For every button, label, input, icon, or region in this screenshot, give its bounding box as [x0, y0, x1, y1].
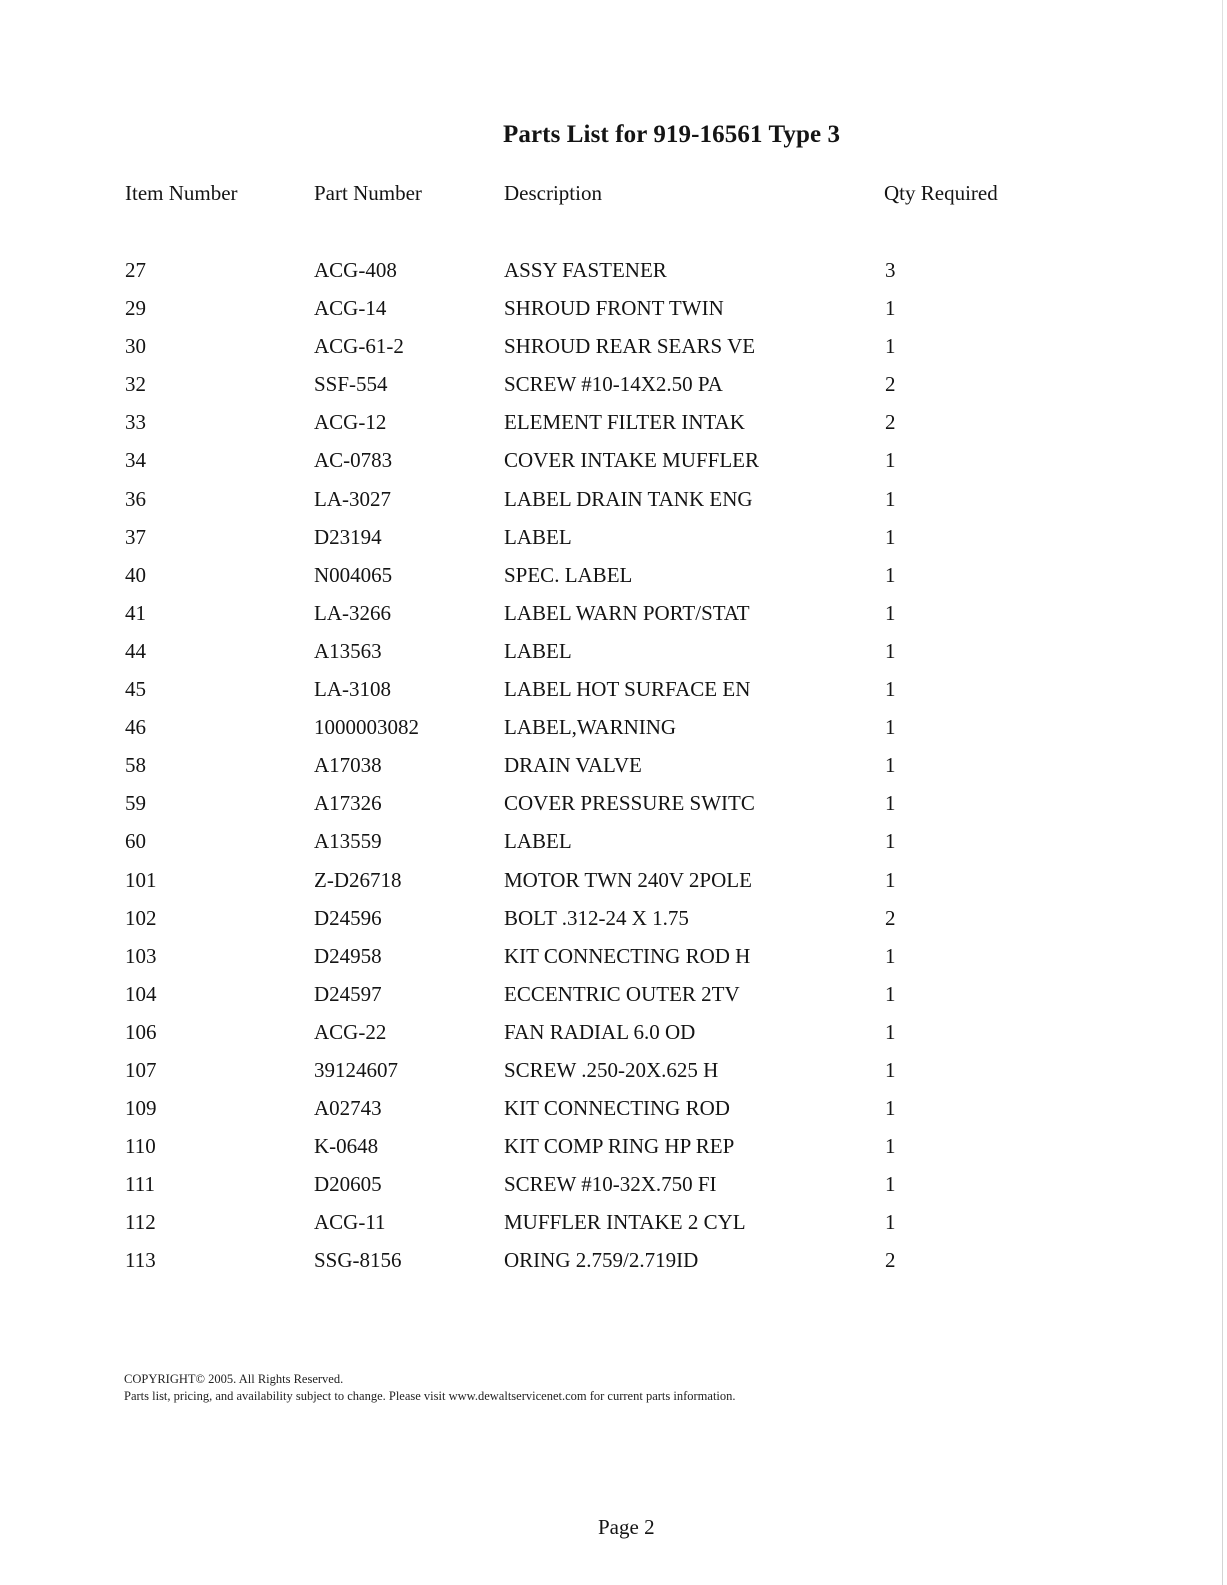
cell-qty-required: 2	[885, 905, 896, 930]
cell-item-number: 106	[125, 1019, 157, 1044]
table-row	[0, 638, 1227, 676]
cell-part-number: AC-0783	[314, 448, 393, 473]
cell-part-number: ACG-408	[314, 258, 397, 282]
cell-item-number: 32	[125, 372, 146, 397]
cell-description: LABEL	[504, 638, 572, 663]
cell-description: COVER PRESSURE SWITC	[504, 791, 755, 816]
cell-description: BOLT .312-24 X 1.75	[504, 905, 689, 930]
cell-item-number: 27	[125, 258, 146, 282]
table-row	[0, 447, 1227, 485]
cell-part-number: ACG-12	[314, 410, 387, 435]
header-part-number: Part Number	[314, 181, 422, 205]
cell-part-number: ACG-14	[314, 296, 387, 321]
cell-item-number: 45	[125, 677, 146, 702]
cell-description: KIT CONNECTING ROD H	[504, 943, 751, 968]
cell-item-number: 113	[125, 1248, 156, 1273]
table-row	[0, 714, 1227, 752]
cell-part-number: A02743	[314, 1096, 382, 1121]
table-row	[0, 943, 1227, 981]
page-number: Page 2	[598, 1515, 655, 1539]
cell-part-number: LA-3027	[314, 486, 391, 511]
table-row	[0, 257, 1227, 295]
cell-description: KIT COMP RING HP REP	[504, 1134, 735, 1159]
cell-item-number: 33	[125, 410, 146, 435]
cell-item-number: 59	[125, 791, 146, 816]
footer	[124, 1371, 736, 1405]
cell-description: LABEL DRAIN TANK ENG	[504, 486, 753, 511]
cell-item-number: 40	[125, 562, 146, 587]
header-qty-required: Qty Required	[884, 181, 998, 205]
cell-item-number: 104	[125, 981, 157, 1006]
cell-qty-required: 1	[885, 943, 896, 968]
cell-description: MOTOR TWN 240V 2POLE	[504, 867, 752, 892]
cell-qty-required: 1	[885, 867, 896, 892]
table-row	[0, 1171, 1227, 1209]
table-row	[0, 333, 1227, 371]
cell-description: KIT CONNECTING ROD	[504, 1096, 730, 1121]
cell-qty-required: 1	[885, 677, 896, 702]
cell-part-number: 39124607	[314, 1057, 398, 1082]
cell-part-number: SSG-8156	[314, 1248, 402, 1273]
cell-part-number: ACG-61-2	[314, 334, 404, 359]
cell-part-number: D24597	[314, 981, 382, 1006]
cell-item-number: 29	[125, 296, 146, 321]
table-row	[0, 1095, 1227, 1133]
cell-description: ELEMENT FILTER INTAK	[504, 410, 745, 435]
disclaimer-text: Parts list, pricing, and availability subject to change. Please visit www.dewaltservicenet.com for current parts information.	[124, 1389, 736, 1403]
cell-part-number: D24596	[314, 905, 382, 930]
cell-description: LABEL	[504, 524, 572, 549]
cell-part-number: A13559	[314, 829, 382, 854]
cell-part-number: N004065	[314, 562, 393, 587]
cell-description: LABEL HOT SURFACE EN	[504, 677, 751, 702]
cell-item-number: 46	[125, 715, 146, 740]
cell-qty-required: 1	[885, 600, 896, 625]
cell-part-number: SSF-554	[314, 372, 388, 397]
cell-part-number: K-0648	[314, 1134, 379, 1159]
cell-qty-required: 1	[885, 791, 896, 816]
cell-item-number: 36	[125, 486, 146, 511]
cell-description: LABEL,WARNING	[504, 715, 677, 740]
cell-description: SCREW #10-14X2.50 PA	[504, 372, 723, 397]
table-row	[0, 295, 1227, 333]
cell-qty-required: 2	[885, 1248, 896, 1273]
page-title: Parts List for 919-16561 Type 3	[503, 121, 841, 148]
cell-description: FAN RADIAL 6.0 OD	[504, 1019, 696, 1044]
cell-item-number: 101	[125, 867, 157, 892]
cell-qty-required: 1	[885, 296, 896, 321]
cell-item-number: 34	[125, 448, 146, 473]
cell-qty-required: 1	[885, 829, 896, 854]
cell-qty-required: 3	[885, 258, 896, 282]
cell-description: SPEC. LABEL	[504, 562, 633, 587]
cell-qty-required: 1	[885, 638, 896, 663]
cell-description: COVER INTAKE MUFFLER	[504, 448, 759, 473]
cell-description: ECCENTRIC OUTER 2TV	[504, 981, 740, 1006]
table-row	[0, 676, 1227, 714]
cell-item-number: 44	[125, 638, 146, 663]
cell-item-number: 41	[125, 600, 146, 625]
table-row	[0, 1247, 1227, 1285]
cell-item-number: 30	[125, 334, 146, 359]
cell-part-number: A13563	[314, 638, 382, 663]
table-row	[0, 371, 1227, 409]
table-row	[0, 828, 1227, 866]
cell-description: ORING 2.759/2.719ID	[504, 1248, 699, 1273]
header-description: Description	[504, 181, 602, 205]
cell-item-number: 103	[125, 943, 157, 968]
cell-description: MUFFLER INTAKE 2 CYL	[504, 1210, 746, 1235]
cell-item-number: 60	[125, 829, 146, 854]
cell-qty-required: 1	[885, 715, 896, 740]
cell-qty-required: 1	[885, 1210, 896, 1235]
table-row	[0, 905, 1227, 943]
cell-description: DRAIN VALVE	[504, 753, 642, 778]
cell-qty-required: 1	[885, 562, 896, 587]
cell-qty-required: 1	[885, 1019, 896, 1044]
cell-item-number: 110	[125, 1134, 156, 1159]
cell-item-number: 109	[125, 1096, 157, 1121]
cell-item-number: 58	[125, 753, 146, 778]
table-row	[0, 486, 1227, 524]
table-row	[0, 1209, 1227, 1247]
cell-description: SHROUD FRONT TWIN	[504, 296, 724, 321]
cell-description: SCREW #10-32X.750 FI	[504, 1172, 717, 1197]
cell-item-number: 107	[125, 1057, 157, 1082]
cell-part-number: Z-D26718	[314, 867, 402, 892]
cell-qty-required: 1	[885, 448, 896, 473]
cell-qty-required: 1	[885, 1096, 896, 1121]
cell-part-number: 1000003082	[314, 715, 419, 740]
cell-part-number: LA-3108	[314, 677, 391, 702]
cell-part-number: D24958	[314, 943, 382, 968]
cell-item-number: 37	[125, 524, 146, 549]
cell-item-number: 102	[125, 905, 157, 930]
cell-description: ASSY FASTENER	[504, 258, 667, 282]
header-item-number: Item Number	[125, 181, 238, 205]
cell-description: SHROUD REAR SEARS VE	[504, 334, 756, 359]
cell-qty-required: 1	[885, 1134, 896, 1159]
cell-description: LABEL	[504, 829, 572, 854]
cell-part-number: A17038	[314, 753, 382, 778]
table-row	[0, 1057, 1227, 1095]
cell-qty-required: 1	[885, 524, 896, 549]
cell-description: LABEL WARN PORT/STAT	[504, 600, 750, 625]
cell-part-number: D23194	[314, 524, 382, 549]
cell-qty-required: 1	[885, 981, 896, 1006]
table-header	[0, 181, 1227, 211]
table-row	[0, 409, 1227, 447]
cell-item-number: 112	[125, 1210, 156, 1235]
cell-item-number: 111	[125, 1172, 155, 1197]
cell-part-number: D20605	[314, 1172, 382, 1197]
table-row	[0, 1133, 1227, 1171]
cell-description: SCREW .250-20X.625 H	[504, 1057, 719, 1082]
cell-part-number: ACG-11	[314, 1210, 386, 1235]
table-row	[0, 867, 1227, 905]
copyright-text: COPYRIGHT© 2005. All Rights Reserved.	[124, 1372, 344, 1386]
cell-qty-required: 1	[885, 486, 896, 511]
cell-qty-required: 1	[885, 1057, 896, 1082]
cell-part-number: LA-3266	[314, 600, 391, 625]
table-row	[0, 790, 1227, 828]
cell-qty-required: 2	[885, 410, 896, 435]
table-row	[0, 600, 1227, 638]
cell-part-number: ACG-22	[314, 1019, 387, 1044]
table-row	[0, 1019, 1227, 1057]
table-row	[0, 981, 1227, 1019]
cell-qty-required: 1	[885, 753, 896, 778]
cell-qty-required: 2	[885, 372, 896, 397]
table-row	[0, 562, 1227, 600]
cell-qty-required: 1	[885, 1172, 896, 1197]
table-row	[0, 524, 1227, 562]
parts-table-body	[0, 257, 1227, 1286]
cell-qty-required: 1	[885, 334, 896, 359]
cell-part-number: A17326	[314, 791, 382, 816]
table-row	[0, 752, 1227, 790]
